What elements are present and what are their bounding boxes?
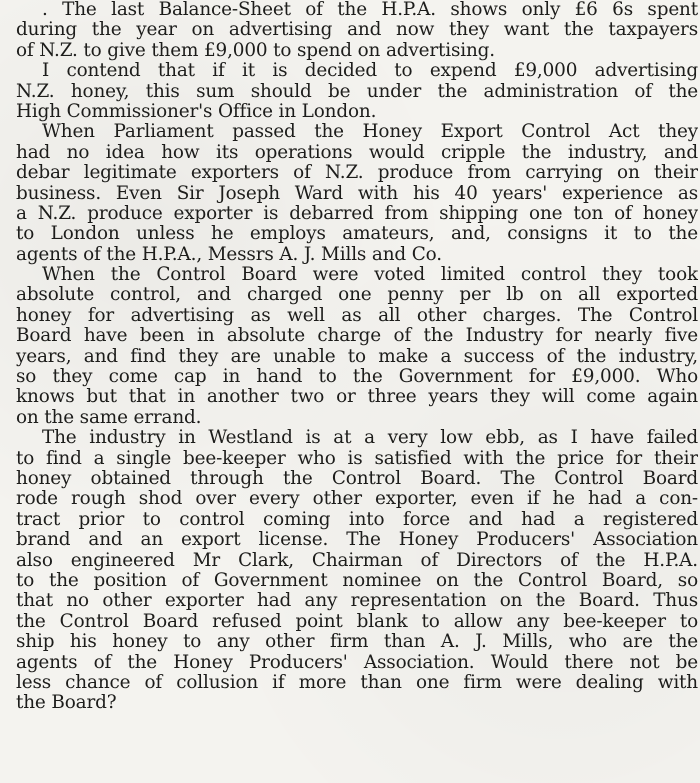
paragraph-balance-sheet [16,0,698,61]
paragraph-westland [16,428,698,713]
text-line: High Commissioner's Office in London. [16,101,377,122]
text-line: The industry in Westland is at a very low ebb, as I have failed [42,428,698,449]
text-line: agents of the Honey Producers' Association. Would there not be [16,652,698,673]
text-line: of N.Z. to give them £9,000 to spend on advertising. [16,40,495,61]
text-line: business. Even Sir Joseph Ward with his 40 years' experience as [16,183,698,204]
text-line: on the same errand. [16,407,202,428]
text-line: the Control Board refused point blank to allow any bee-keeper to [16,611,698,632]
text-line: to find a single bee-keeper who is satisfied with the price for their [16,448,698,469]
text-line: honey obtained through the Control Board. The Control Board [16,468,698,489]
text-line: so they come cap in hand to the Government for £9,000. Who [16,367,698,388]
text-line: debar legitimate exporters of N.Z. produce from carrying on their [16,163,698,184]
text-line: also engineered Mr Clark, Chairman of Directors of the H.P.A. [16,550,698,571]
text-line: a N.Z. produce exporter is debarred from shipping one ton of honey [16,203,698,224]
text-line: had no idea how its operations would cripple the industry, and [16,142,698,163]
text-line: knows but that in another two or three years they will come again [16,387,698,408]
paragraph-control-board [16,265,698,428]
text-line: N.Z. honey, this sum should be under the administration of the [16,81,698,102]
text-line: the Board? [16,693,117,714]
text-line: brand and an export license. The Honey Producers' Association [16,530,698,551]
text-line: When Parliament passed the Honey Export Control Act they [42,122,698,143]
text-line: agents of the H.P.A., Messrs A. J. Mills and Co. [16,244,442,265]
text-line: honey for advertising as well as all other charges. The Control [16,305,698,326]
paragraph-contention [16,61,698,122]
text-line: rode rough shod over every other exporter, even if he had a con- [16,489,698,510]
text-line: Board have been in absolute charge of the Industry for nearly five [16,326,698,347]
text-line: less chance of collusion if more than one firm were dealing with [16,672,698,693]
text-line: When the Control Board were voted limited control they took [42,265,698,286]
paragraph-parliament [16,122,698,265]
text-line: ship his honey to any other firm than A. J. Mills, who are the [16,632,698,653]
text-line: . The last Balance-Sheet of the H.P.A. shows only £6 6s spent [42,0,698,20]
text-line: years, and find they are unable to make a success of the industry, [16,346,698,367]
text-line: to London unless he employs amateurs, and, consigns it to the [16,224,698,245]
text-line: during the year on advertising and now they want the taxpayers [16,20,698,41]
text-line: I contend that if it is decided to expend £9,000 advertising [42,61,698,82]
text-line: tract prior to control coming into force and had a registered [16,509,698,530]
text-line: absolute control, and charged one penny per lb on all exported [16,285,698,306]
text-line: that no other exporter had any representation on the Board. Thus [16,591,698,612]
text-line: to the position of Government nominee on the Control Board, so [16,570,698,591]
